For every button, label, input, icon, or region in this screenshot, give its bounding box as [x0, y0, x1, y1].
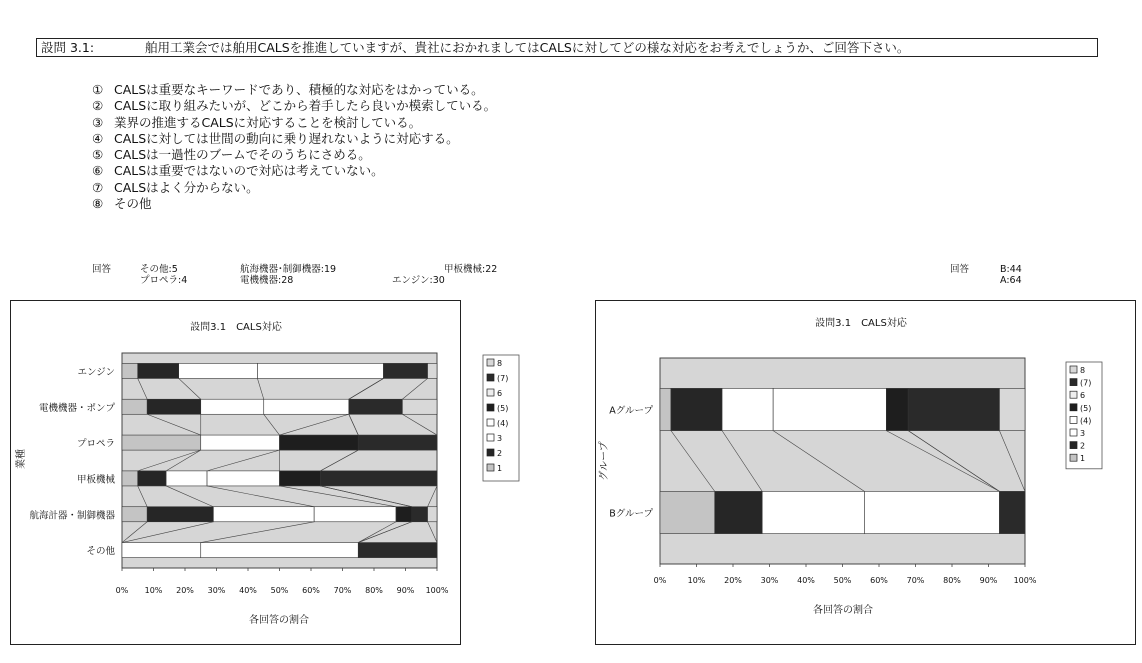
- legend-label: 8: [1080, 366, 1086, 375]
- legend-label: 6: [497, 389, 503, 398]
- bar-segment-4: [264, 399, 349, 414]
- legend-label: (7): [1080, 378, 1092, 388]
- x-tick-label: 10%: [687, 576, 706, 585]
- x-tick-label: 10%: [144, 586, 163, 595]
- option-number: ②: [92, 98, 104, 114]
- option-number: ⑦: [92, 179, 104, 195]
- y-axis-label: グループ: [599, 441, 610, 481]
- x-tick-label: 60%: [302, 586, 320, 595]
- bar-segment-5: [280, 435, 359, 450]
- x-tick-label: 100%: [425, 586, 449, 595]
- bar-segment-5: [280, 471, 321, 486]
- bar-segment-1: [122, 363, 138, 378]
- right-response-counts: [950, 264, 1050, 288]
- bar-segment-7: [999, 491, 1025, 533]
- option-item: [92, 180, 496, 196]
- question-label: 設問 3.1:: [41, 40, 95, 55]
- bar-segment-7: [383, 363, 427, 378]
- legend-swatch: [487, 419, 494, 426]
- option-number: ⑧: [92, 196, 104, 212]
- x-tick-label: 30%: [207, 586, 226, 595]
- legend-label: (5): [1080, 403, 1092, 413]
- x-tick-label: 0%: [115, 586, 129, 595]
- bar-segment-8: [428, 363, 437, 378]
- bar-segment-8: [402, 399, 437, 414]
- bar-segment-1: [122, 507, 147, 522]
- legend-swatch: [487, 389, 494, 396]
- bar-segment-8: [428, 507, 437, 522]
- option-item: [92, 131, 496, 147]
- option-number: ④: [92, 130, 104, 146]
- bar-segment-1: [660, 388, 671, 430]
- option-item: [92, 163, 496, 179]
- bar-segment-5: [396, 507, 412, 522]
- bar-segment-4: [314, 507, 396, 522]
- industry-chart-panel: [10, 300, 509, 645]
- x-axis-label: 各回答の割合: [813, 605, 873, 616]
- x-tick-label: 40%: [797, 576, 815, 585]
- bar-segment-3: [166, 471, 207, 486]
- bar-segment-7: [908, 388, 999, 430]
- count-item: プロペラ:4: [140, 275, 188, 286]
- left-response-counts: [92, 264, 552, 288]
- bar-segment-4: [773, 388, 886, 430]
- group-stacked-bar-chart: [596, 301, 1137, 646]
- bar-segment-1: [660, 491, 715, 533]
- y-axis-label: 業種: [16, 449, 27, 469]
- category-label: 航海計器・制御機器: [29, 510, 115, 522]
- x-axis-label: 各回答の割合: [249, 615, 309, 626]
- x-tick-label: 40%: [239, 586, 257, 595]
- legend-label: 8: [497, 359, 503, 368]
- legend-label: 1: [1080, 454, 1086, 464]
- legend-swatch: [487, 449, 494, 456]
- legend-label: (7): [497, 374, 509, 383]
- legend-swatch: [1070, 366, 1077, 373]
- bar-segment-3: [179, 363, 258, 378]
- x-tick-label: 90%: [396, 586, 415, 595]
- bar-segment-3: [722, 388, 773, 430]
- category-label: Bグループ: [609, 508, 653, 520]
- counts-label: 回答: [92, 264, 112, 275]
- count-item: B:44: [1000, 264, 1022, 275]
- legend-swatch: [487, 434, 494, 441]
- option-item: [92, 147, 496, 163]
- x-tick-label: 70%: [333, 586, 352, 595]
- option-text: 業界の推進するCALSに対応することを検討している。: [114, 114, 422, 130]
- category-label: プロペラ: [76, 438, 115, 450]
- bar-segment-2: [147, 507, 213, 522]
- bar-segment-2: [147, 399, 201, 414]
- x-tick-label: 50%: [270, 586, 289, 595]
- option-text: CALSは重要なキーワードであり、積極的な対応をはかっている。: [114, 82, 484, 97]
- x-tick-label: 80%: [365, 586, 383, 595]
- bar-segment-5: [886, 388, 908, 430]
- bar-segment-2: [671, 388, 722, 430]
- count-item: 電機機器:28: [240, 275, 294, 286]
- x-tick-label: 80%: [943, 576, 961, 585]
- count-item: その他:5: [140, 264, 178, 275]
- question-text: 舶用工業会では舶用CALSを推進していますが、貴社におかれましてはCALSに対してどの様な対応をお考えでしょうか、ご回答下さい。: [145, 40, 910, 55]
- legend-swatch: [1070, 416, 1077, 423]
- x-tick-label: 50%: [833, 576, 852, 585]
- option-text: CALSは重要ではないので対応は考えていない。: [114, 163, 384, 179]
- x-tick-label: 60%: [870, 576, 888, 585]
- category-label: Aグループ: [609, 405, 653, 417]
- bar-segment-7: [349, 399, 403, 414]
- bar-segment-7: [358, 543, 437, 558]
- legend-label: 2: [1080, 441, 1086, 451]
- count-item: A:64: [1000, 275, 1022, 286]
- legend-swatch: [1070, 404, 1077, 411]
- bar-segment-3: [762, 491, 864, 533]
- count-item: 航海機器･制御機器:19: [240, 264, 337, 275]
- category-label: エンジン: [77, 366, 115, 378]
- x-tick-label: 70%: [906, 576, 925, 585]
- category-label: 電機機器・ポンプ: [38, 402, 115, 414]
- option-number: ⑥: [92, 163, 104, 179]
- legend-swatch: [1070, 429, 1077, 436]
- bar-segment-7: [412, 507, 428, 522]
- legend-swatch: [1070, 454, 1077, 461]
- bar-segment-2: [138, 363, 179, 378]
- option-text: CALSに取り組みたいが、どこから着手したら良いか模索している。: [114, 98, 497, 114]
- option-number: ①: [92, 82, 104, 97]
- legend-swatch: [1070, 379, 1077, 386]
- bar-segment-1: [122, 399, 147, 414]
- bar-segment-2: [715, 491, 762, 533]
- legend-label: 3: [1080, 429, 1086, 438]
- option-number: ⑤: [92, 147, 104, 163]
- option-text: CALSに対しては世間の動向に乗り遅れないように対応する。: [114, 130, 459, 146]
- x-tick-label: 30%: [760, 576, 779, 585]
- bar-segment-4: [257, 363, 383, 378]
- category-label: その他: [86, 546, 115, 558]
- option-text: CALSはよく分からない。: [114, 179, 259, 195]
- bar-segment-7: [320, 471, 437, 486]
- legend-swatch: [1070, 442, 1077, 449]
- bar-segment-1: [122, 471, 138, 486]
- chart-title: 設問3.1 CALS対応: [190, 322, 282, 333]
- legend-swatch: [487, 404, 494, 411]
- count-item: 甲板機械:22: [444, 264, 498, 275]
- option-item: [92, 82, 496, 98]
- option-text: CALSは一過性のブームでそのうちにさめる。: [114, 147, 371, 163]
- legend-label: 1: [497, 464, 503, 473]
- legend-label: (5): [497, 404, 509, 413]
- bar-segment-3: [213, 507, 314, 522]
- option-item: [92, 115, 496, 131]
- chart-title: 設問3.1 CALS対応: [815, 318, 907, 329]
- bar-segment-4: [201, 543, 359, 558]
- legend-label: 6: [1080, 391, 1086, 401]
- legend-label: (4): [497, 419, 509, 428]
- category-label: 甲板機械: [76, 474, 115, 486]
- option-number: ③: [92, 114, 104, 130]
- bar-segment-2: [138, 471, 166, 486]
- legend-swatch: [487, 464, 494, 471]
- x-tick-label: 0%: [653, 576, 667, 585]
- x-tick-label: 100%: [1013, 576, 1037, 585]
- industry-stacked-bar-chart: [11, 301, 509, 646]
- option-item: [92, 196, 496, 212]
- legend-label: 2: [497, 449, 503, 458]
- bar-segment-3: [201, 399, 264, 414]
- legend-swatch: [1070, 391, 1077, 398]
- option-item: [92, 98, 496, 114]
- x-tick-label: 20%: [176, 586, 194, 595]
- legend-label: 3: [497, 434, 503, 443]
- bar-segment-4: [864, 491, 999, 533]
- bar-segment-3: [201, 435, 280, 450]
- legend-swatch: [487, 374, 494, 381]
- counts-label: 回答: [950, 264, 970, 275]
- bar-segment-1: [122, 435, 201, 450]
- group-chart-panel: [595, 300, 1136, 645]
- answer-options-list: [92, 82, 496, 212]
- count-item: エンジン:30: [392, 275, 445, 286]
- bar-segment-7: [358, 435, 437, 450]
- question-box: [36, 38, 1098, 57]
- x-tick-label: 20%: [724, 576, 742, 585]
- bar-segment-8: [999, 388, 1025, 430]
- bar-segment-4: [207, 471, 279, 486]
- x-tick-label: 90%: [979, 576, 998, 585]
- option-text: その他: [114, 196, 152, 212]
- bar-segment-3: [122, 543, 201, 558]
- legend-label: (4): [1080, 416, 1092, 426]
- legend-swatch: [487, 359, 494, 366]
